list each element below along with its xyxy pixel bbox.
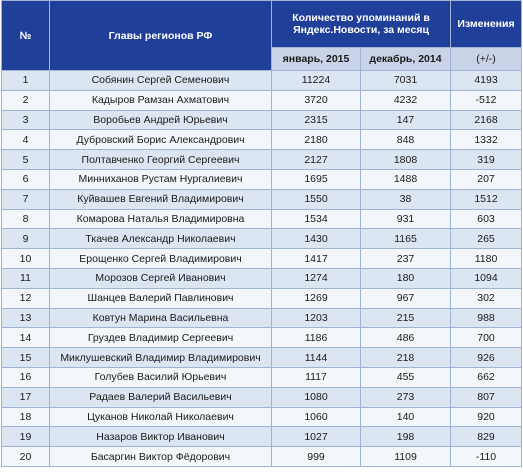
row-number: 9 [2,229,50,249]
december-mentions: 1109 [361,447,451,467]
row-number: 12 [2,288,50,308]
table-row [2,407,522,427]
january-mentions: 1274 [272,268,361,288]
row-number: 2 [2,90,50,110]
table-row [2,110,522,130]
table-row [2,189,522,209]
mentions-change: 1180 [451,249,522,269]
mentions-change: -512 [451,90,522,110]
governor-name: Ерощенко Сергей Владимирович [50,249,272,269]
governor-name: Шанцев Валерий Павлинович [50,288,272,308]
mentions-change: -110 [451,447,522,467]
table-header [2,1,522,71]
row-number: 6 [2,169,50,189]
governor-name: Цуканов Николай Николаевич [50,407,272,427]
mentions-change: 265 [451,229,522,249]
row-number: 14 [2,328,50,348]
row-number: 13 [2,308,50,328]
governor-name: Комарова Наталья Владимировна [50,209,272,229]
january-mentions: 1203 [272,308,361,328]
header-mentions: Количество упоминаний в Яндекс.Новости, за месяц [272,1,451,48]
header-change: Изменения [451,1,522,48]
mentions-change: 2168 [451,110,522,130]
governor-name: Голубев Василий Юрьевич [50,367,272,387]
december-mentions: 215 [361,308,451,328]
january-mentions: 1117 [272,367,361,387]
january-mentions: 1186 [272,328,361,348]
december-mentions: 180 [361,268,451,288]
table-row [2,249,522,269]
table-row [2,288,522,308]
table-row [2,90,522,110]
header-governor-name: Главы регионов РФ [50,1,272,71]
mentions-change: 662 [451,367,522,387]
mentions-change: 603 [451,209,522,229]
mentions-change: 207 [451,169,522,189]
mentions-change: 807 [451,387,522,407]
december-mentions: 931 [361,209,451,229]
governor-name: Назаров Виктор Иванович [50,427,272,447]
mentions-change: 700 [451,328,522,348]
january-mentions: 1550 [272,189,361,209]
governor-name: Ковтун Марина Васильевна [50,308,272,328]
governor-name: Собянин Сергей Семенович [50,71,272,91]
december-mentions: 147 [361,110,451,130]
governor-name: Басаргин Виктор Фёдорович [50,447,272,467]
january-mentions: 1027 [272,427,361,447]
governor-name: Морозов Сергей Иванович [50,268,272,288]
january-mentions: 1080 [272,387,361,407]
table-row [2,387,522,407]
table-row [2,427,522,447]
january-mentions: 1269 [272,288,361,308]
january-mentions: 2180 [272,130,361,150]
row-number: 7 [2,189,50,209]
december-mentions: 273 [361,387,451,407]
row-number: 4 [2,130,50,150]
january-mentions: 1144 [272,348,361,368]
governor-name: Полтавченко Георгий Сергеевич [50,150,272,170]
governor-name: Минниханов Рустам Нургалиевич [50,169,272,189]
mentions-change: 926 [451,348,522,368]
table-row [2,367,522,387]
mentions-change: 319 [451,150,522,170]
january-mentions: 1534 [272,209,361,229]
january-mentions: 11224 [272,71,361,91]
table-row [2,348,522,368]
table-row [2,169,522,189]
row-number: 1 [2,71,50,91]
december-mentions: 38 [361,189,451,209]
december-mentions: 7031 [361,71,451,91]
december-mentions: 237 [361,249,451,269]
row-number: 19 [2,427,50,447]
governor-name: Куйвашев Евгений Владимирович [50,189,272,209]
january-mentions: 1695 [272,169,361,189]
table-row [2,209,522,229]
header-december-2014: декабрь, 2014 [361,48,451,71]
table-row [2,308,522,328]
january-mentions: 1430 [272,229,361,249]
december-mentions: 1488 [361,169,451,189]
mentions-change: 1512 [451,189,522,209]
mentions-change: 1332 [451,130,522,150]
row-number: 11 [2,268,50,288]
december-mentions: 4232 [361,90,451,110]
mentions-change: 4193 [451,71,522,91]
january-mentions: 2127 [272,150,361,170]
table-row [2,229,522,249]
row-number: 18 [2,407,50,427]
governor-name: Воробьев Андрей Юрьевич [50,110,272,130]
december-mentions: 486 [361,328,451,348]
governor-name: Радаев Валерий Васильевич [50,387,272,407]
header-january-2015: январь, 2015 [272,48,361,71]
mentions-change: 920 [451,407,522,427]
row-number: 3 [2,110,50,130]
table-body [2,71,522,467]
december-mentions: 455 [361,367,451,387]
december-mentions: 218 [361,348,451,368]
row-number: 20 [2,447,50,467]
table-row [2,130,522,150]
governor-name: Ткачев Александр Николаевич [50,229,272,249]
mentions-change: 1094 [451,268,522,288]
row-number: 16 [2,367,50,387]
row-number: 10 [2,249,50,269]
table-row [2,71,522,91]
governor-name: Дубровский Борис Александрович [50,130,272,150]
december-mentions: 1808 [361,150,451,170]
table-row [2,447,522,467]
december-mentions: 1165 [361,229,451,249]
header-number: № [2,1,50,71]
governor-name: Груздев Владимир Сергеевич [50,328,272,348]
table-row [2,268,522,288]
january-mentions: 2315 [272,110,361,130]
row-number: 8 [2,209,50,229]
table-row [2,328,522,348]
january-mentions: 1060 [272,407,361,427]
row-number: 17 [2,387,50,407]
january-mentions: 1417 [272,249,361,269]
governor-name: Миклушевский Владимир Владимирович [50,348,272,368]
december-mentions: 140 [361,407,451,427]
january-mentions: 999 [272,447,361,467]
december-mentions: 848 [361,130,451,150]
december-mentions: 967 [361,288,451,308]
header-plus-minus: (+/-) [451,48,522,71]
mentions-change: 829 [451,427,522,447]
mentions-change: 302 [451,288,522,308]
governors-mentions-table [1,0,522,467]
table-row [2,150,522,170]
mentions-change: 988 [451,308,522,328]
row-number: 5 [2,150,50,170]
january-mentions: 3720 [272,90,361,110]
december-mentions: 198 [361,427,451,447]
governor-name: Кадыров Рамзан Ахматович [50,90,272,110]
row-number: 15 [2,348,50,368]
